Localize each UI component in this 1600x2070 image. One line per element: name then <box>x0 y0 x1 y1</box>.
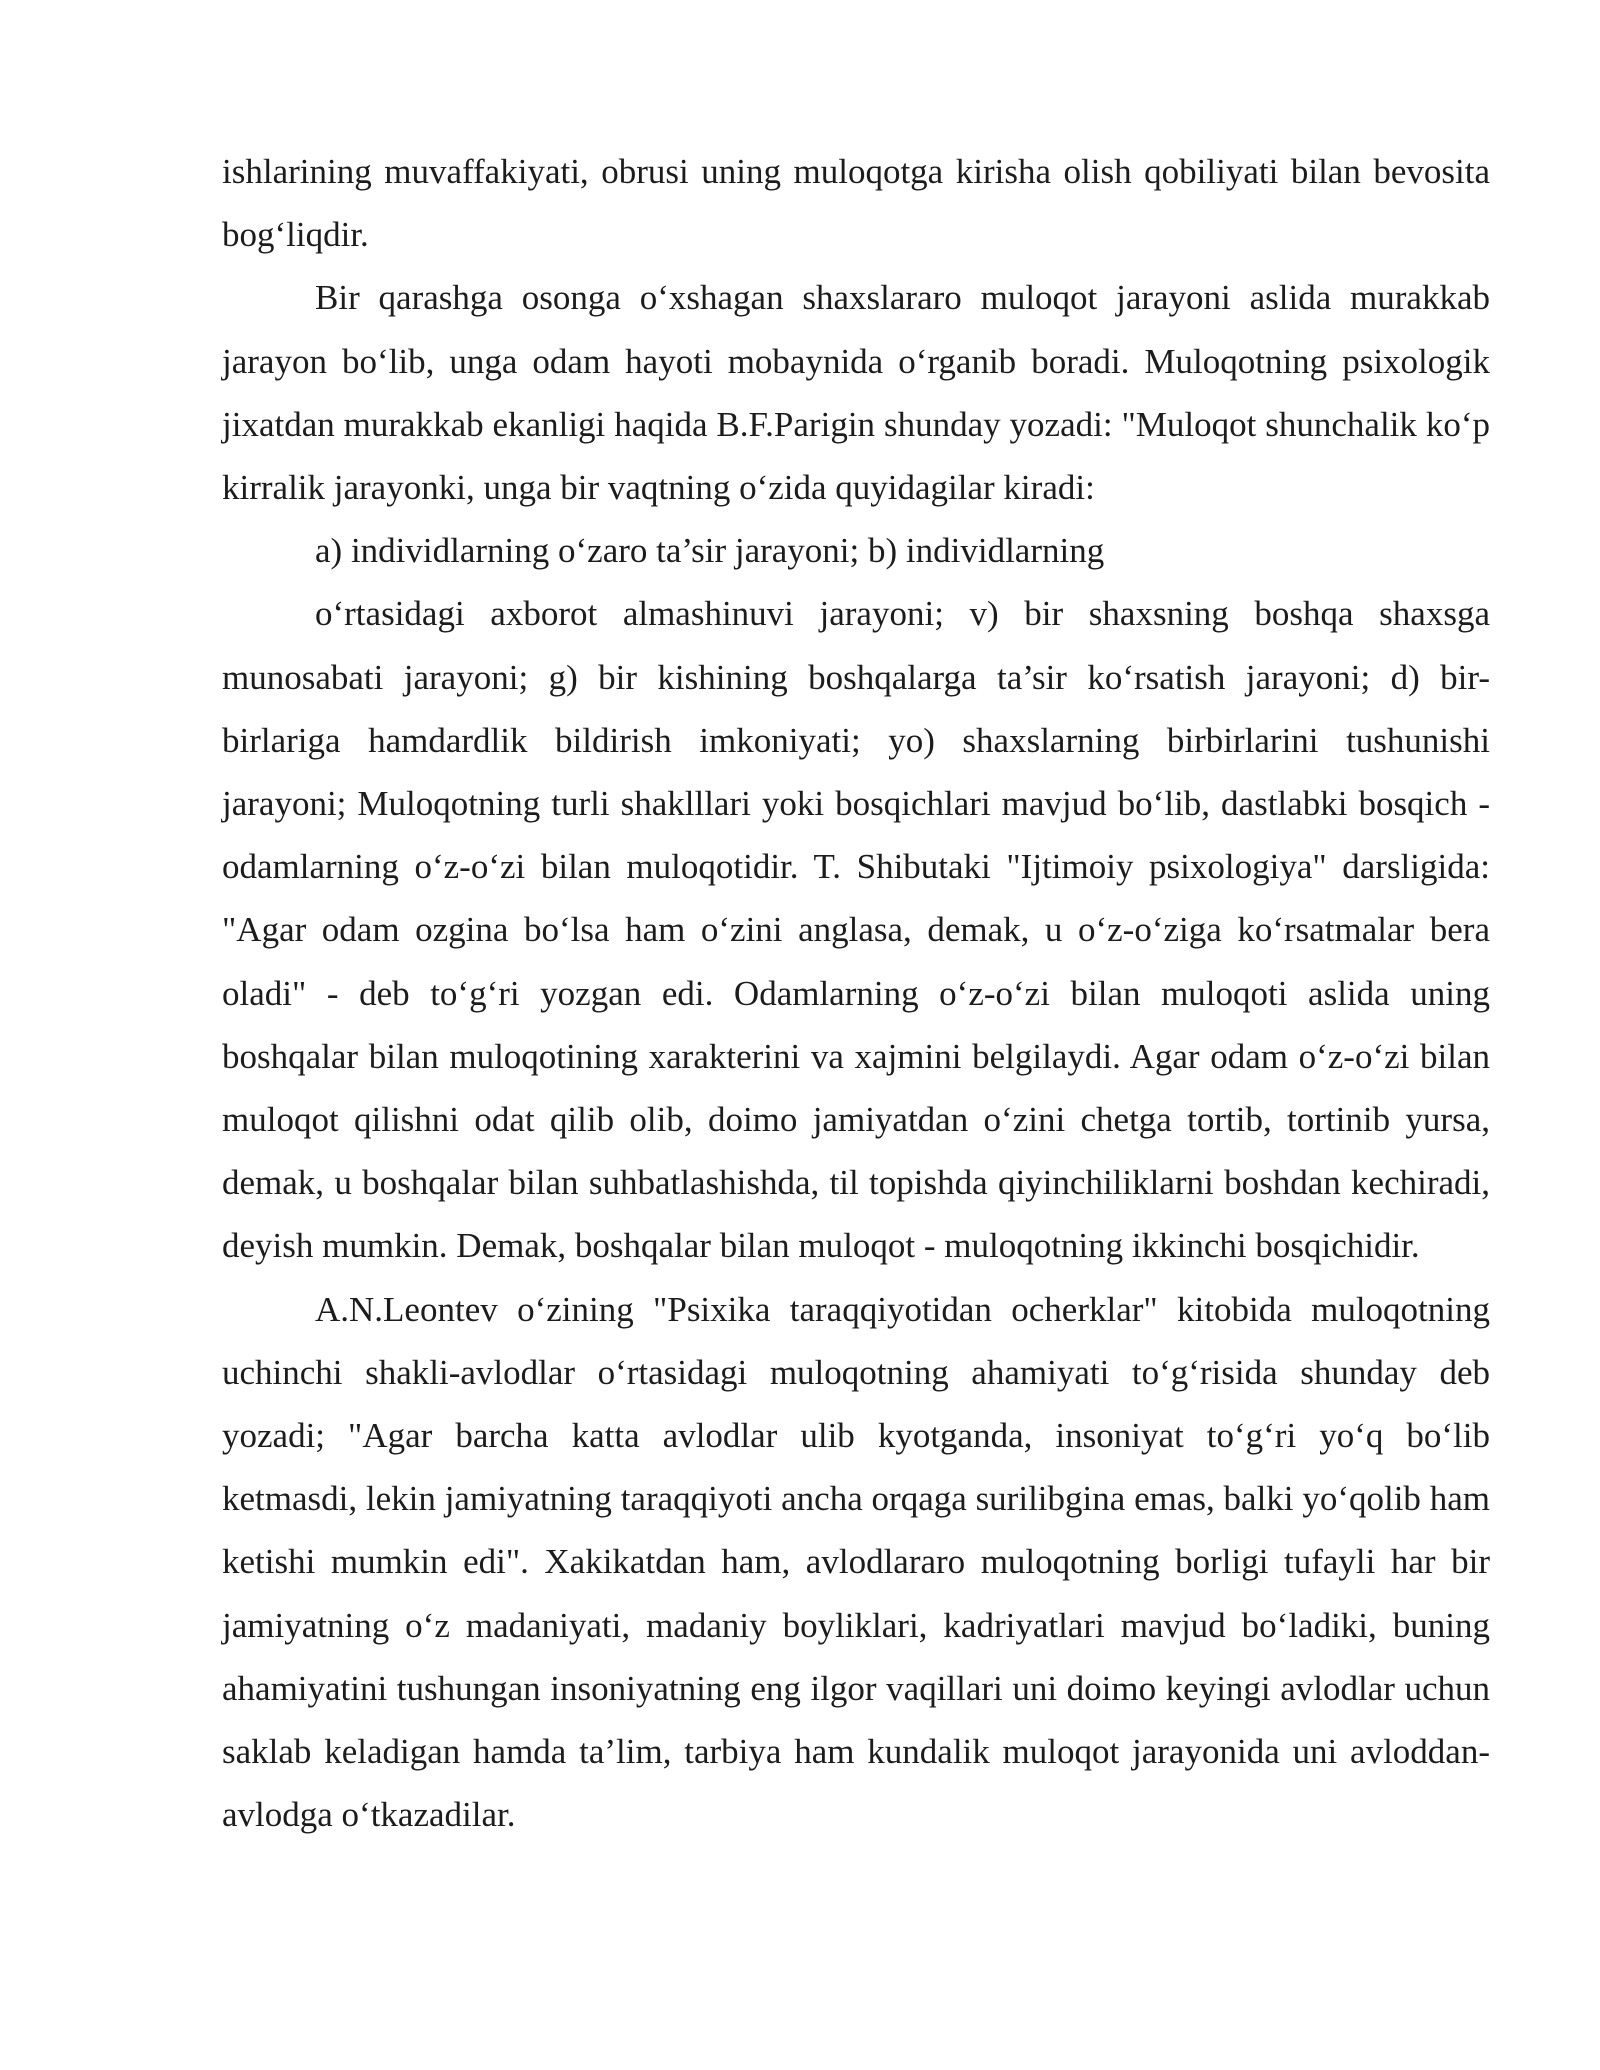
paragraph-continuation: ishlarining muvaffakiyati, obrusi uning muloqotga kirisha olish qobiliyati bilan bevosita bog‘liqdir. <box>222 152 1490 255</box>
paragraph-leontev: A.N.Leontev o‘zining "Psixika taraqqiyotidan ocherklar" kitobida muloqotning uchinchi shakli-avlodlar o‘rtasidagi muloqotning ahamiyati to‘g‘risida shunday deb yozadi; "Agar barcha katta avlodlar ulib kyotganda, insoniyat to‘g‘ri yo‘q bo‘lib ketmasdi, lekin jamiyatning taraqqiyoti ancha orqaga surilibgina emas, balki yo‘qolib ham ketishi mumkin edi". Xakikatdan ham, avlodlararo muloqotning borligi tufayli har bir jamiyatning o‘z madaniyati, madaniy boyliklari, kadriyatlari mavjud bo‘ladiki, buning ahamiyatini tushungan insoniyatning eng ilgor vaqillari uni doimo keyingi avlodlar uchun saklab keladigan hamda ta’lim, tarbiya ham kundalik muloqot jarayonida uni avloddan-avlodga o‘tkazadilar. <box>222 1289 1490 1835</box>
list-item-line: a) individlarning o‘zaro ta’sir jarayoni; b) individlarning <box>315 531 1105 571</box>
paragraph-communication-stages: o‘rtasidagi axborot almashinuvi jarayoni; v) bir shaxsning boshqa shaxsga munosabati jarayoni; g) bir kishining boshqalarga ta’sir ko‘rsatish jarayoni; d) bir-birlariga hamdardlik bildirish imkoniyati; yo) shaxslarning birbirlarini tushunishi jarayoni; Muloqotning turli shaklllari yoki bosqichlari mavjud bo‘lib, dastlabki bosqich - odamlarning o‘z-o‘zi bilan muloqotidir. T. Shibutaki "Ijtimoiy psixologiya" darsligida: "Agar odam ozgina bo‘lsa ham o‘zini anglasa, demak, u o‘z-o‘ziga ko‘rsatmalar bera oladi" - deb to‘g‘ri yozgan edi. Odamlarning o‘z-o‘zi bilan muloqoti aslida uning boshqalar bilan muloqotining xarakterini va xajmini belgilaydi. Agar odam o‘z-o‘zi bilan muloqot qilishni odat qilib olib, doimo jamiyatdan o‘zini chetga tortib, tortinib yursa, demak, u boshqalar bilan suhbatlashishda, til topishda qiyinchiliklarni boshdan kechiradi, deyish mumkin. Demak, boshqalar bilan muloqot - muloqotning ikkinchi bosqichidir. <box>222 594 1490 1266</box>
document-page <box>222 140 1490 1846</box>
paragraph-parigin: Bir qarashga osonga o‘xshagan shaxslararo muloqot jarayoni aslida murakkab jarayon bo‘lib, unga odam hayoti mobaynida o‘rganib boradi. Muloqotning psixologik jixatdan murakkab ekanligi haqida B.F.Parigin shunday yozadi: "Muloqot shunchalik ko‘p kirralik jarayonki, unga bir vaqtning o‘zida quyidagilar kiradi: <box>222 278 1490 508</box>
